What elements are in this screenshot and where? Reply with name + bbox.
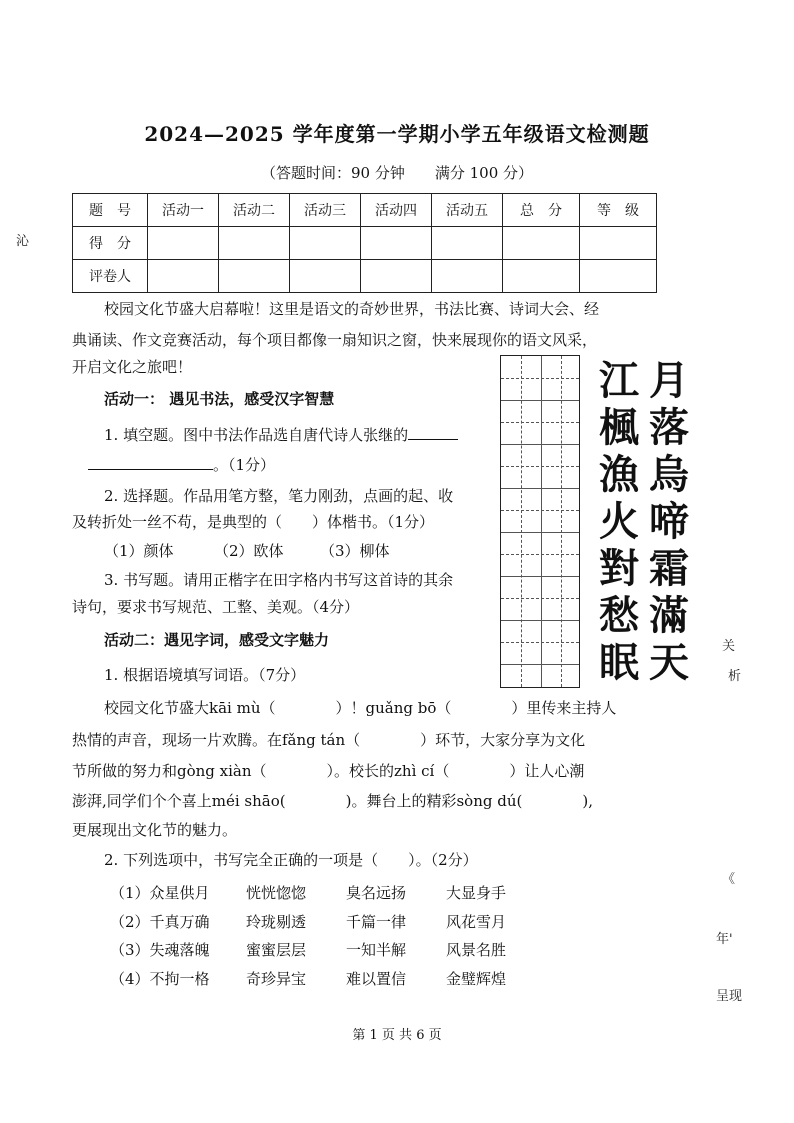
writing-grid[interactable] [500, 355, 580, 688]
calligraphy-char: 愁 [599, 592, 639, 639]
grid-line [501, 510, 579, 511]
option-text: 金璧辉煌 [446, 970, 507, 988]
activity1-heading: 活动一： 遇见书法，感受汉字智慧 [104, 390, 335, 408]
intro-line: 校园文化节盛大启幕啦！这里是语文的奇妙世界，书法比赛、诗词大会、经 [104, 300, 600, 318]
table-cell: 活动二 [219, 194, 290, 227]
grid-line [541, 356, 542, 687]
grid-line [501, 422, 579, 423]
grid-line [501, 554, 579, 555]
table-cell: 等 级 [580, 194, 657, 227]
context-line: 澎湃,同学们个个喜上méi shāo( )。舞台上的精彩sòng dú( ), [72, 792, 593, 810]
grid-line [501, 664, 579, 665]
score-input-cell[interactable] [580, 227, 657, 260]
calligraphy-char: 落 [649, 404, 689, 451]
score-input-cell[interactable] [503, 227, 580, 260]
calligraphy-char: 天 [649, 639, 689, 686]
grader-input-cell[interactable] [148, 260, 219, 293]
grid-line [501, 620, 579, 621]
calligraphy-column-right [646, 357, 692, 686]
question-line: 1. 填空题。图中书法作品选自唐代诗人张继的 [104, 426, 409, 444]
grader-input-cell[interactable] [432, 260, 503, 293]
option-text: （1）众星供月 [110, 884, 210, 902]
score-input-cell[interactable] [361, 227, 432, 260]
option-text: 风景名胜 [446, 941, 507, 959]
calligraphy-char: 啼 [649, 498, 689, 545]
option-text: 奇珍异宝 [246, 970, 307, 988]
score-input-cell[interactable] [148, 227, 219, 260]
table-row [73, 260, 657, 293]
score-input-cell[interactable] [290, 227, 361, 260]
question-title: 2. 下列选项中，书写完全正确的一项是（ ）。（2分） [104, 851, 478, 869]
option-text: 千篇一律 [346, 913, 407, 931]
grid-line [501, 532, 579, 533]
grid-line [521, 356, 522, 687]
grid-line [561, 356, 562, 687]
option-text: 臭名远扬 [346, 884, 407, 902]
table-cell: 题 号 [73, 194, 148, 227]
option-text: （4）不拘一格 [110, 970, 210, 988]
context-line: 更展现出文化节的魅力。 [72, 821, 238, 839]
table-row [73, 194, 657, 227]
grader-input-cell[interactable] [219, 260, 290, 293]
table-cell: 活动五 [432, 194, 503, 227]
option-text: （3）柳体 [320, 542, 390, 560]
question-line: 及转折处一丝不苟，是典型的（ ）体楷书。（1分） [72, 513, 435, 531]
margin-mark: 《 [722, 872, 736, 887]
option-text: 蜜蜜层层 [246, 941, 307, 959]
calligraphy-char: 江 [599, 357, 639, 404]
context-line: 节所做的努力和gòng xiàn（ ）。校长的zhì cí（ ）让人心潮 [72, 762, 585, 780]
score-input-cell[interactable] [219, 227, 290, 260]
context-line: 校园文化节盛大kāi mù（ ）！guǎng bō（ ）里传来主持人 [104, 699, 617, 717]
calligraphy-char: 月 [649, 357, 689, 404]
calligraphy-char: 霜 [649, 545, 689, 592]
exam-info: （答题时间：90 分钟 满分 100 分） [260, 164, 534, 182]
option-text: 大显身手 [446, 884, 507, 902]
table-cell: 评卷人 [73, 260, 148, 293]
question-line: 2. 选择题。作品用笔方整，笔力刚劲，点画的起、收 [104, 487, 454, 505]
page-number: 第 1 页 共 6 页 [352, 1028, 442, 1043]
option-text: 风花雪月 [446, 913, 507, 931]
grader-input-cell[interactable] [290, 260, 361, 293]
activity2-heading: 活动二：遇见字词，感受文字魅力 [104, 631, 330, 649]
grader-input-cell[interactable] [361, 260, 432, 293]
grader-input-cell[interactable] [580, 260, 657, 293]
option-text: 难以置信 [346, 970, 407, 988]
grid-line [501, 488, 579, 489]
question-text [88, 450, 275, 481]
option-text: 恍恍惚惚 [246, 884, 307, 902]
grid-line [501, 598, 579, 599]
table-row [73, 227, 657, 260]
answer-blank[interactable] [408, 421, 458, 440]
calligraphy-char: 漁 [599, 451, 639, 498]
calligraphy-char: 眠 [599, 639, 639, 686]
page-title: 2024—2025 学年度第一学期小学五年级语文检测题 [144, 122, 650, 146]
option-text: 一知半解 [346, 941, 407, 959]
score-input-cell[interactable] [432, 227, 503, 260]
table-cell: 活动三 [290, 194, 361, 227]
grid-line [501, 576, 579, 577]
calligraphy-char: 火 [599, 498, 639, 545]
calligraphy-char: 對 [599, 545, 639, 592]
score-table [72, 193, 657, 293]
calligraphy-char: 楓 [599, 404, 639, 451]
grid-line [501, 378, 579, 379]
question-line: 3. 书写题。请用正楷字在田字格内书写这首诗的其余 [104, 571, 454, 589]
question-text [104, 420, 458, 451]
option-text: 玲珑剔透 [246, 913, 307, 931]
calligraphy-column-left [596, 357, 642, 686]
margin-mark: 呈现 [716, 989, 743, 1004]
question-line: 诗句，要求书写规范、工整、美观。（4分） [72, 598, 360, 616]
option-text: （1）颜体 [104, 542, 174, 560]
grid-line [501, 400, 579, 401]
option-text: （3）失魂落魄 [110, 941, 210, 959]
option-text: （2）千真万确 [110, 913, 210, 931]
answer-blank[interactable] [88, 451, 213, 470]
question-line: 。（1分） [213, 456, 276, 474]
table-cell: 得 分 [73, 227, 148, 260]
table-cell: 总 分 [503, 194, 580, 227]
margin-mark: 年' [716, 932, 733, 947]
intro-line: 典诵读、作文竞赛活动，每个项目都像一扇知识之窗，快来展现你的语文风采， [72, 331, 598, 349]
grid-line [501, 642, 579, 643]
margin-mark: 析 [728, 669, 742, 684]
margin-mark: 沁 [16, 234, 30, 249]
grid-line [501, 444, 579, 445]
table-cell: 活动四 [361, 194, 432, 227]
calligraphy-char: 滿 [649, 592, 689, 639]
context-line: 热情的声音，现场一片欢腾。在fǎng tán（ ）环节，大家分享为文化 [72, 731, 586, 749]
grid-line [501, 466, 579, 467]
option-text: （2）欧体 [214, 542, 284, 560]
margin-mark: 关 [722, 639, 736, 654]
calligraphy-char: 烏 [649, 451, 689, 498]
table-cell: 活动一 [148, 194, 219, 227]
intro-line: 开启文化之旅吧！ [72, 358, 193, 376]
question-title: 1. 根据语境填写词语。（7分） [104, 666, 306, 684]
grader-input-cell[interactable] [503, 260, 580, 293]
